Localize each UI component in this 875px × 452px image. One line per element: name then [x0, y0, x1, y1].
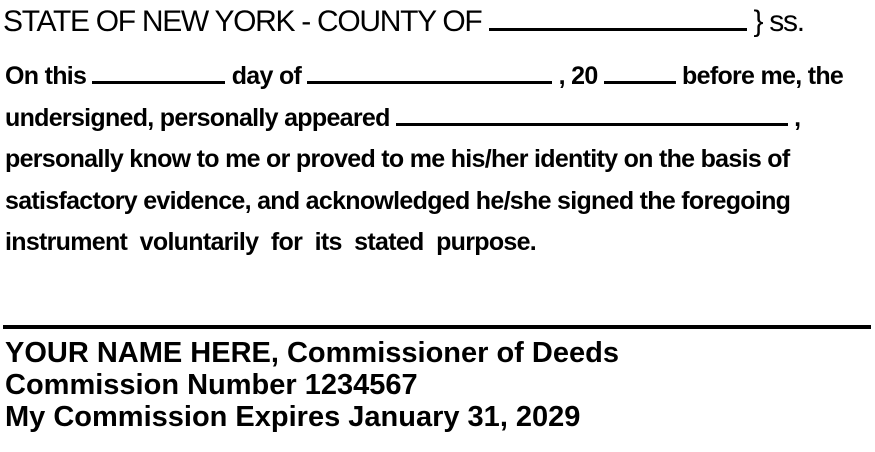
before-me-text: before me, the	[682, 62, 844, 90]
on-this-text: On this	[5, 62, 87, 90]
acknowledgment-line-3: personally know to me or proved to me his/her identity on the basis of	[5, 145, 790, 173]
ss-label: } ss.	[753, 5, 804, 38]
appeared-name-blank	[396, 101, 788, 126]
day-of-text: day of	[231, 62, 302, 90]
acknowledgment-line-5	[5, 222, 875, 264]
commissioner-block	[5, 337, 875, 433]
acknowledgment-line-1	[5, 56, 875, 98]
comma-text: ,	[794, 103, 801, 132]
acknowledgment-line-4: satisfactory evidence, and acknowledged he/she signed the foregoing	[5, 186, 791, 215]
acknowledgment-paragraph	[5, 56, 875, 264]
county-blank	[489, 2, 747, 31]
state-county-label: STATE OF NEW YORK - COUNTY OF	[3, 5, 482, 38]
commission-number: Commission Number 1234567	[5, 369, 418, 401]
signature-line	[3, 325, 871, 329]
undersigned-text: undersigned, personally appeared	[5, 103, 390, 132]
month-blank	[307, 59, 552, 84]
acknowledgment-line-2	[5, 98, 875, 140]
year-blank	[604, 59, 676, 84]
venue-header	[3, 2, 873, 41]
commissioner-name: YOUR NAME HERE, Commissioner of Deeds	[5, 337, 619, 369]
year-prefix-text: , 20	[558, 62, 598, 90]
day-blank	[92, 59, 225, 84]
commission-expiration: My Commission Expires January 31, 2029	[5, 401, 581, 433]
acknowledgment-line-5-text: instrument voluntarily for its stated purpose.	[5, 228, 537, 256]
